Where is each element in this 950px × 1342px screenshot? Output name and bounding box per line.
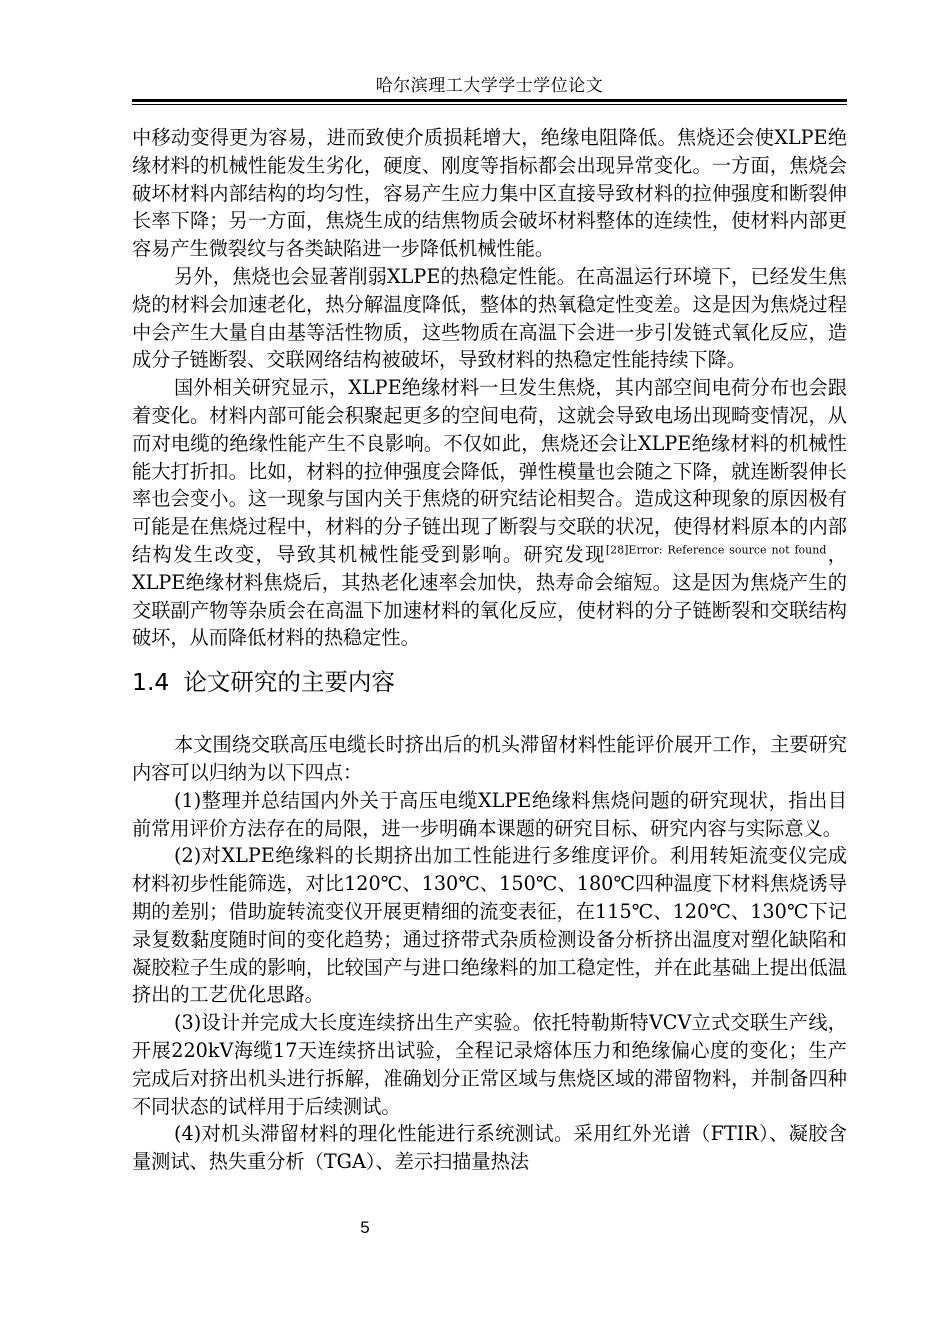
citation-ref[interactable]: [28]Error: Reference source not found (605, 543, 827, 557)
page-number: 5 (360, 1218, 370, 1237)
list-item-2: (2)对XLPE绝缘料的长期挤出加工性能进行多维度评价。利用转矩流变仪完成材料初步性能筛选，对比120℃、130℃、150℃、180℃四种温度下材料焦烧诱导期的差别；借助旋转流变仪开展更精细的流变表征，在115℃、120℃、130℃下记录复数黏度随时间的变化趋势；通过挤带式杂质检测设备分析挤出温度对塑化缺陷和凝胶粒子生成的影响，比较国产与进口绝缘料的加工稳定性，并在此基础上提出低温挤出的工艺优化思路。 (132, 844, 847, 1007)
header-rule-thin (132, 104, 847, 105)
list-item-4: (4)对机头滞留材料的理化性能进行系统测试。采用红外光谱（FTIR）、凝胶含量测试、热失重分析（TGA）、差示扫描量热法 (132, 1122, 847, 1174)
list-item-1: (1)整理并总结国内外关于高压电缆XLPE绝缘料焦烧问题的研究现状，指出目前常用评价方法存在的局限，进一步明确本课题的研究目标、研究内容与实际意义。 (132, 788, 847, 840)
paragraph-3-text-cont: ，XLPE绝缘材料焦烧后，其热老化速率会加快，热寿命会缩短。这是因为焦烧产生的交联副产物等杂质会在高温下加速材料的氧化反应，使材料的分子链断裂和交联结构破坏，从而降低材料的热稳定性。 (132, 542, 847, 650)
list-item-3: (3)设计并完成大长度连续挤出生产实验。依托特勒斯特VCV立式交联生产线，开展220kV海缆17天连续挤出试验，全程记录熔体压力和绝缘偏心度的变化；生产完成后对挤出机头进行拆解，准确划分正常区域与焦烧区域的滞留物料，并制备四种不同状态的试样用于后续测试。 (132, 1011, 847, 1118)
paragraph-2: 另外，焦烧也会显著削弱XLPE的热稳定性能。在高温运行环境下，已经发生焦烧的材料会加速老化，热分解温度降低，整体的热氧稳定性变差。这是因为焦烧过程中会产生大量自由基等活性物质，这些物质在高温下会进一步引发链式氧化反应，造成分子链断裂、交联网络结构被破坏，导致材料的热稳定性能持续下降。 (132, 264, 847, 372)
paragraph-3 (132, 374, 847, 652)
section-title: 论文研究的主要内容 (183, 668, 395, 697)
body-text (132, 124, 847, 1176)
header-rule-thick (132, 99, 847, 102)
section-heading (132, 662, 847, 702)
section-intro: 本文围绕交联高压电缆长时挤出后的机头滞留材料性能评价展开工作，主要研究内容可以归纳为以下四点： (132, 733, 847, 784)
section-number: 1.4 (132, 668, 170, 697)
paragraph-3-text: 国外相关研究显示，XLPE绝缘材料一旦发生焦烧，其内部空间电荷分布也会跟着变化。材料内部可能会积聚起更多的空间电荷，这就会导致电场出现畸变情况，从而对电缆的绝缘性能产生不良影响。不仅如此，焦烧还会让XLPE绝缘材料的机械性能大打折扣。比如，材料的拉伸强度会降低，弹性模量也会随之下降，就连断裂伸长率也会变小。这一现象与国内关于焦烧的研究结论相契合。造成这种现象的原因极有可能是在焦烧过程中，材料的分子链出现了断裂与交联的状况，使得材料原本的内部结构发生改变，导致其机械性能受到影响。研究发现 (132, 376, 847, 566)
paragraph-1: 中移动变得更为容易，进而致使介质损耗增大，绝缘电阻降低。焦烧还会使XLPE绝缘材料的机械性能发生劣化，硬度、刚度等指标都会出现异常变化。一方面，焦烧会破坏材料内部结构的均匀性，容易产生应力集中区直接导致材料的拉伸强度和断裂伸长率下降；另一方面，焦烧生成的结焦物质会破坏材料整体的连续性，使材料内部更容易产生微裂纹与各类缺陷进一步降低机械性能。 (132, 126, 847, 261)
running-header: 哈尔滨理工大学学士学位论文 (375, 76, 604, 96)
